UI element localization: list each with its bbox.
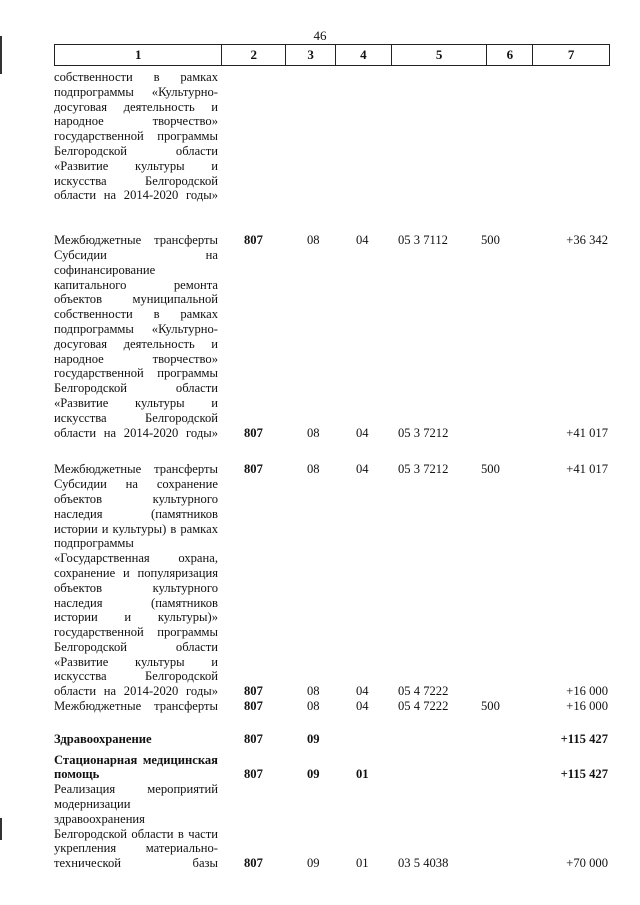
row-description-line: искусства Белгородской: [54, 173, 218, 188]
row-description-line: искусства Белгородской: [54, 669, 218, 684]
header-col-4: 4: [336, 45, 392, 65]
row-description-line: Белгородской области: [54, 381, 218, 396]
row-description-line: здравоохранения: [54, 811, 145, 826]
row-description-line: «Развитие культуры и: [54, 158, 218, 173]
row-description-line: государственной программы: [54, 129, 218, 144]
row-description-line: модернизации: [54, 797, 131, 812]
row-description-line: Субсидии на сохранение: [54, 477, 218, 492]
section-code: 08: [307, 233, 320, 248]
table-row: [54, 732, 610, 747]
header-col-5: 5: [392, 45, 488, 65]
row-description-line: искусства Белгородской: [54, 410, 218, 425]
table-body: [54, 70, 610, 871]
page-number: 46: [313, 28, 327, 43]
margin-mark-top: [0, 36, 2, 74]
target-article: 05 4 7222: [398, 684, 449, 699]
row-description-line: собственности в рамках: [54, 307, 218, 322]
row-description-line: собственности в рамках: [54, 70, 218, 84]
row-description-line: Реализация мероприятий: [54, 782, 218, 797]
row-description-line: Межбюджетные трансферты: [54, 699, 218, 714]
section-code: 08: [307, 684, 320, 699]
row-description-line: Субсидии на: [54, 247, 218, 262]
amount: +16 000: [566, 699, 608, 714]
target-article: 05 3 7212: [398, 425, 449, 440]
row-description-line: Белгородской области в части: [54, 826, 218, 841]
row-description-line: народное творчество»: [54, 114, 218, 129]
header-col-3: 3: [286, 45, 336, 65]
amount: +115 427: [560, 767, 608, 782]
section-code: 08: [307, 699, 320, 714]
target-article: 03 5 4038: [398, 856, 449, 871]
row-description-line: софинансирование: [54, 262, 156, 277]
row-description-line: наследия (памятников: [54, 595, 218, 610]
table-header: [54, 44, 610, 66]
subsection-code: 04: [356, 233, 369, 248]
budget-code: 807: [244, 731, 263, 746]
row-description-line: укрепления материально-: [54, 841, 218, 856]
row-description-line: области на 2014-2020 годы»: [54, 684, 218, 699]
amount: +41 017: [566, 425, 608, 440]
row-description-line: государственной программы: [54, 366, 218, 381]
row-description-line: объектов муниципальной: [54, 292, 218, 307]
subsection-code: 04: [356, 462, 369, 477]
row-description-line: Межбюджетные трансферты: [54, 462, 218, 477]
row-spacer: [54, 203, 610, 233]
amount: +16 000: [566, 684, 608, 699]
section-code: 09: [307, 767, 320, 782]
header-col-6: 6: [487, 45, 533, 65]
table-row: [54, 462, 610, 714]
subsection-code: 04: [356, 684, 369, 699]
row-description-line: подпрограммы «Культурно-: [54, 84, 218, 99]
row-spacer: [54, 440, 610, 462]
row-description-line: области на 2014-2020 годы»: [54, 425, 218, 440]
row-description-line: капитального ремонта: [54, 277, 218, 292]
row-description-line: подпрограммы: [54, 536, 134, 551]
expense-type: 500: [481, 233, 500, 248]
target-article: 05 3 7112: [398, 233, 448, 248]
target-article: 05 3 7212: [398, 462, 449, 477]
amount: +41 017: [566, 462, 608, 477]
budget-code: 807: [244, 425, 263, 440]
row-description-line: объектов культурного: [54, 580, 218, 595]
budget-code: 807: [244, 684, 263, 699]
row-description-line: досуговая деятельность и: [54, 336, 218, 351]
row-description-line: «Государственная охрана,: [54, 551, 218, 566]
section-code: 09: [307, 731, 320, 746]
row-description-line: наследия (памятников: [54, 506, 218, 521]
table-row: [54, 233, 610, 440]
budget-code: 807: [244, 699, 263, 714]
row-description-line: Здравоохранение: [54, 731, 152, 746]
row-description-line: Стационарная медицинская: [54, 752, 218, 767]
header-col-1: 1: [55, 45, 222, 65]
row-description-line: Межбюджетные трансферты: [54, 233, 218, 248]
budget-code: 807: [244, 767, 263, 782]
section-code: 08: [307, 425, 320, 440]
row-description-line: сохранение и популяризация: [54, 565, 218, 580]
row-description-line: досуговая деятельность и: [54, 99, 218, 114]
budget-code: 807: [244, 233, 263, 248]
expense-type: 500: [481, 462, 500, 477]
section-code: 09: [307, 856, 320, 871]
row-description-line: технической базы: [54, 856, 218, 871]
row-description-line: народное творчество»: [54, 351, 218, 366]
amount: +36 342: [566, 233, 608, 248]
budget-code: 807: [244, 856, 263, 871]
row-description-line: Белгородской области: [54, 143, 218, 158]
row-description-line: «Развитие культуры и: [54, 395, 218, 410]
row-description-line: государственной программы: [54, 625, 218, 640]
section-code: 08: [307, 462, 320, 477]
subsection-code: 01: [356, 767, 369, 782]
row-description-line: истории и культуры) в рамках: [54, 521, 218, 536]
row-description-line: помощь: [54, 767, 100, 782]
amount: +115 427: [560, 731, 608, 746]
table-row: [54, 753, 610, 871]
row-description-line: истории и культуры)»: [54, 610, 218, 625]
margin-mark-bottom: [0, 818, 2, 840]
budget-code: 807: [244, 462, 263, 477]
header-col-2: 2: [222, 45, 286, 65]
row-description-line: области на 2014-2020 годы»: [54, 188, 218, 203]
table-row: [54, 70, 610, 203]
subsection-code: 04: [356, 425, 369, 440]
header-col-7: 7: [567, 47, 575, 62]
expense-type: 500: [481, 699, 500, 714]
subsection-code: 04: [356, 699, 369, 714]
amount: +70 000: [566, 856, 608, 871]
row-description-line: «Развитие культуры и: [54, 654, 218, 669]
row-description-line: подпрограммы «Культурно-: [54, 321, 218, 336]
row-description-line: Белгородской области: [54, 639, 218, 654]
row-description-line: объектов культурного: [54, 491, 218, 506]
target-article: 05 4 7222: [398, 699, 449, 714]
subsection-code: 01: [356, 856, 369, 871]
row-spacer: [54, 714, 610, 732]
